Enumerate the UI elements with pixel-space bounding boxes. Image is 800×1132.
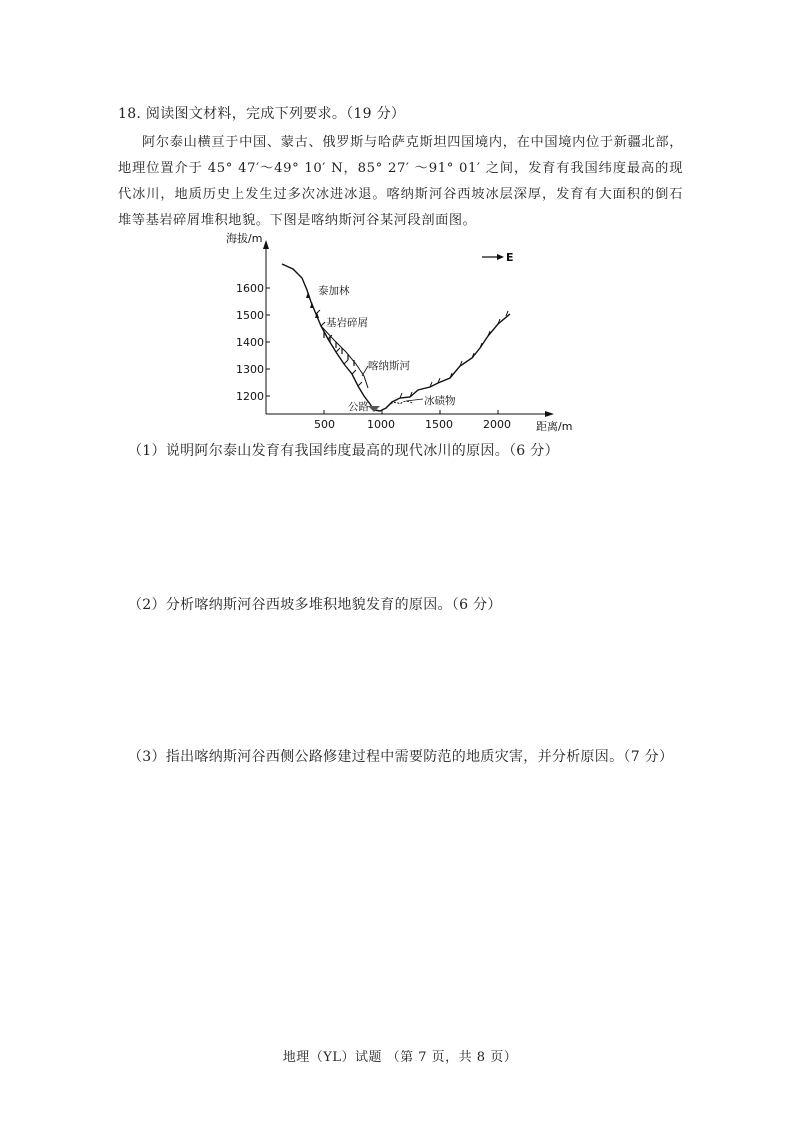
y-tick-label: 1600 xyxy=(236,282,264,295)
label-bedrock-debris: 基岩碎屑 xyxy=(326,317,368,329)
subquestion-3: （3）指出喀纳斯河谷西侧公路修建过程中需要防范的地质灾害，并分析原因。（7 分） xyxy=(128,749,674,765)
y-tick-label: 1200 xyxy=(236,390,264,403)
question-title: 18. 阅读图文材料，完成下列要求。（19 分） xyxy=(118,106,406,122)
x-tick-label: 1500 xyxy=(425,418,453,431)
x-tick-label: 500 xyxy=(314,418,335,431)
direction-label: E xyxy=(506,251,514,264)
terrain-profile-line xyxy=(282,264,510,411)
label-kanas-river: 喀纳斯河 xyxy=(368,360,410,372)
x-axis-label: 距离/m xyxy=(536,420,573,433)
label-road: 公路 xyxy=(348,401,369,413)
x-axis-arrow xyxy=(545,411,554,417)
valley-profile-figure xyxy=(218,228,580,440)
label-taiga: 泰加林 xyxy=(318,285,350,297)
y-tick-label: 1400 xyxy=(236,336,264,349)
label-moraine: 冰碛物 xyxy=(424,395,456,407)
y-tick-label: 1300 xyxy=(236,363,264,376)
leader-line xyxy=(406,399,423,401)
subquestion-1: （1）说明阿尔泰山发育有我国纬度最高的现代冰川的原因。（6 分） xyxy=(128,443,559,459)
y-axis-label: 海拔/m xyxy=(226,232,263,245)
east-arrow-head xyxy=(497,254,504,260)
y-tick-label: 1500 xyxy=(236,309,264,322)
y-axis-arrow xyxy=(263,240,269,249)
question-paragraph: 阿尔泰山横亘于中国、蒙古、俄罗斯与哈萨克斯坦四国境内，在中国境内位于新疆北部，地理位置介于 45° 47′～49° 10′ N，85° 27′ ～91° 01′ 之间，发育有我国纬度最高的现代冰川，地质历史上发生过多次冰进冰退。喀纳斯河谷西坡冰层深厚，发育有大面积的倒石堆等基岩碎屑堆积地貌。下图是喀纳斯河谷某河段剖面图。 xyxy=(118,135,683,228)
page-footer: 地理（YL）试题 （第 7 页，共 8 页） xyxy=(282,1050,518,1065)
x-tick-label: 1000 xyxy=(367,418,395,431)
subquestion-2: （2）分析喀纳斯河谷西坡多堆积地貌发育的原因。（6 分） xyxy=(128,597,502,613)
debris-deposit-line xyxy=(321,326,368,388)
valley-profile-svg xyxy=(218,228,580,440)
x-tick-label: 2000 xyxy=(483,418,511,431)
